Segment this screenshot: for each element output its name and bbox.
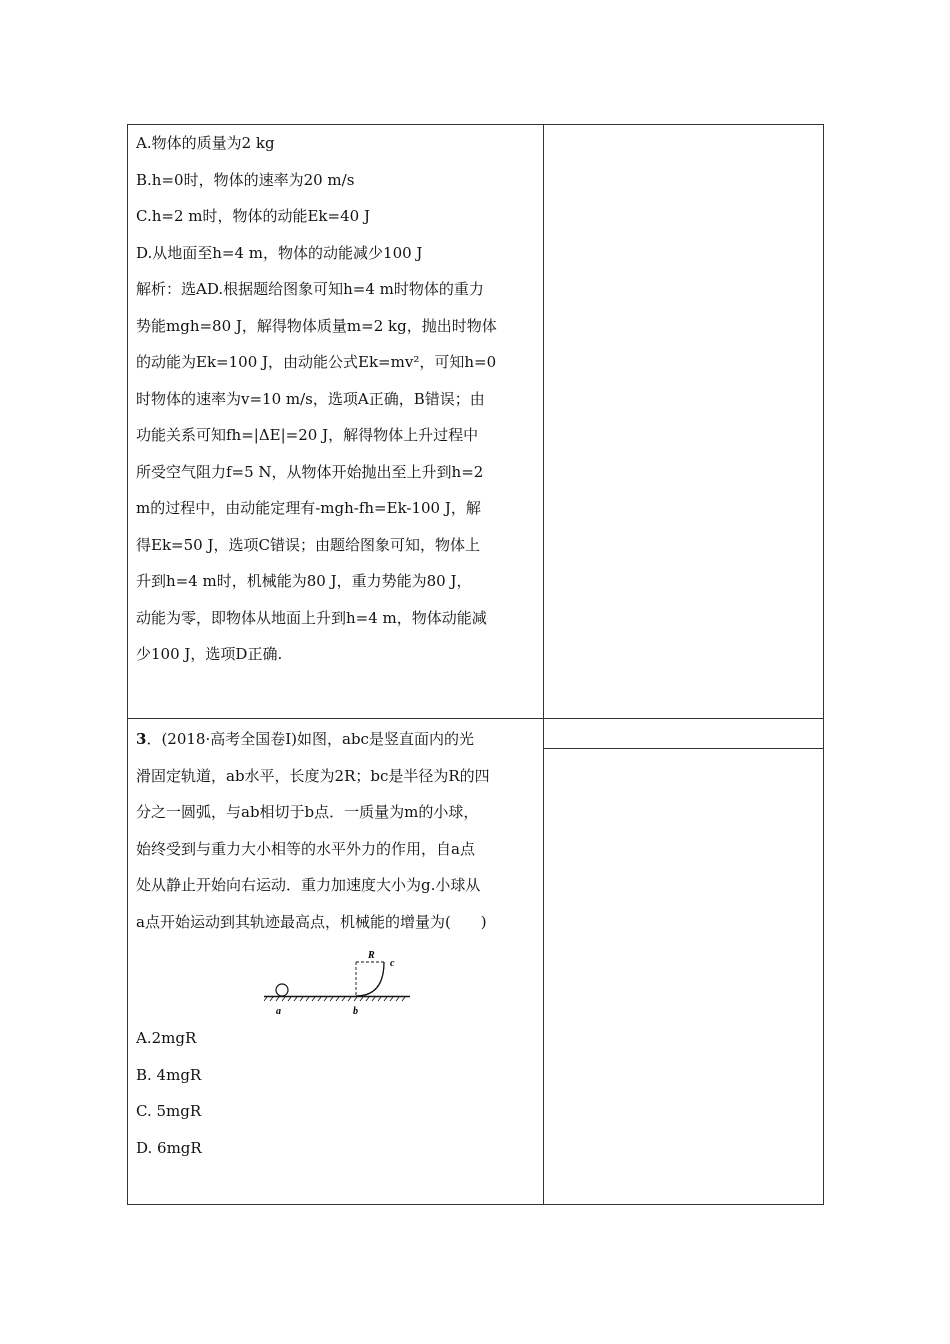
q3-stem-text: ．(2018·高考全国卷Ⅰ)如图，abc是竖直面内的光 [146,730,474,748]
q3-stem-line: 处从静止开始向右运动．重力加速度大小为g.小球从 [136,876,481,894]
row-divider-right-top [543,718,823,719]
q3-stem-line-1 [136,721,536,758]
q2-option-b: B.h=0时，物体的速率为20 m/s [136,170,355,189]
label-c: c [390,958,395,969]
q2-analysis-line: 升到h=4 m时，机械能为80 J，重力势能为80 J， [136,572,472,590]
q3-options [136,1020,536,1166]
question-2-cell [136,125,536,673]
label-b: b [353,1006,358,1017]
q3-stem-line: a点开始运动到其轨迹最高点，机械能的增量为( ) [136,912,487,931]
q2-analysis-line: 所受空气阻力f=5 N，从物体开始抛出至上升到h=2 [136,462,484,481]
q2-analysis-line: 解析：选AD.根据题给图象可知h=4 m时物体的重力 [136,280,484,298]
q3-option-b: B. 4mgR [136,1065,202,1084]
q3-option-c: C. 5mgR [136,1102,202,1120]
row-divider-right-bottom [543,748,823,749]
ground-hatching [264,997,405,1001]
q2-option-c: C.h=2 m时，物体的动能Ek=40 J [136,207,370,225]
label-R: R [368,950,375,961]
q2-analysis-line: 的动能为Ek=100 J，由动能公式Ek=mv²，可知h=0 [136,353,497,371]
q2-analysis-line: 得Ek=50 J，选项C错误；由题给图象可知，物体上 [136,535,480,554]
column-divider [543,125,544,1204]
q3-stem-line: 始终受到与重力大小相等的水平外力的作用，自a点 [136,839,475,858]
label-a: a [276,1006,281,1017]
q3-stem-line: 分之一圆弧，与ab相切于b点．一质量为m的小球， [136,803,479,821]
question-3-cell [136,721,536,1166]
content-table [127,124,824,1205]
q2-analysis-line: 功能关系可知fh=|ΔE|=20 J，解得物体上升过程中 [136,426,479,444]
q2-analysis-line: 时物体的速率为v=10 m/s，选项A正确，B错误；由 [136,389,485,408]
q3-number: 3 [136,730,147,748]
ball [276,984,288,996]
row-divider [128,718,543,719]
q2-analysis-line: m的过程中，由动能定理有-mgh-fh=Ek-100 J，解 [136,499,481,517]
q2-analysis-line: 动能为零，即物体从地面上升到h=4 m，物体动能减 [136,608,487,627]
q3-stem-line: 滑固定轨道，ab水平，长度为2R；bc是半径为R的四 [136,766,490,785]
q2-analysis-line: 势能mgh=80 J，解得物体质量m=2 kg，抛出时物体 [136,316,497,335]
track-diagram [264,946,414,1018]
q2-analysis-line: 少100 J，选项D正确. [136,645,283,663]
q3-option-d: D. 6mgR [136,1138,202,1157]
q3-option-a: A.2mgR [136,1029,197,1047]
quarter-arc [356,962,384,996]
q2-option-a: A.物体的质量为2 kg [136,134,275,152]
q2-option-d: D.从地面至h=4 m，物体的动能减少100 J [136,243,423,262]
